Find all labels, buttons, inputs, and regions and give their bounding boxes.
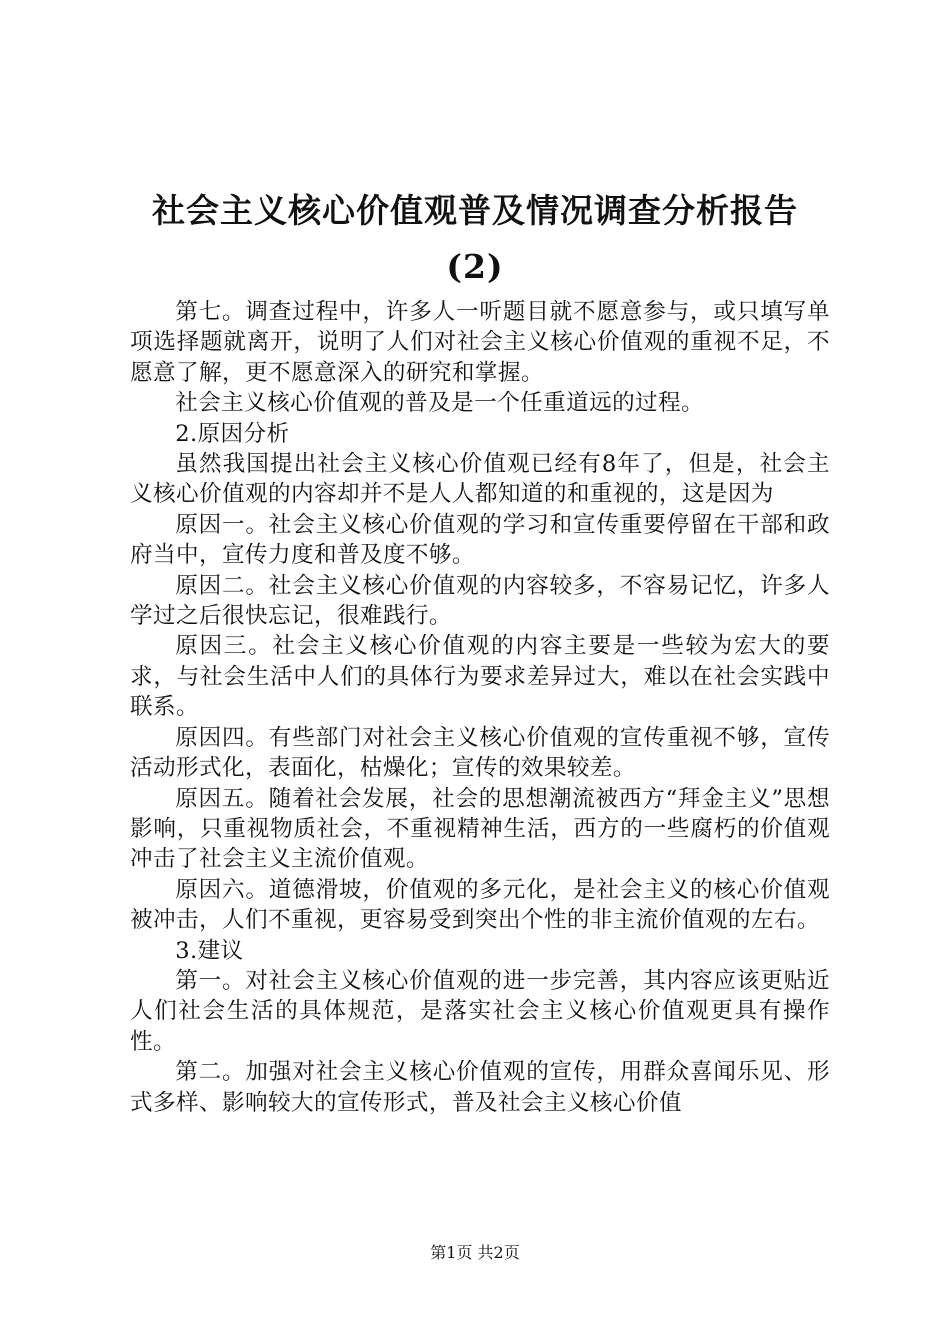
title-line-1: 社会主义核心价值观普及情况调查分析报告	[152, 191, 798, 230]
document-title	[60, 183, 890, 295]
paragraph: 原因六。道德滑坡，价值观的多元化，是社会主义的核心价值观被冲击，人们不重视，更容易受到突出个性的非主流价值观的左右。	[130, 876, 830, 934]
paragraph: 第一。对社会主义核心价值观的进一步完善，其内容应该更贴近人们社会生活的具体规范，是落实社会主义核心价值观更具有操作性。	[130, 967, 830, 1055]
section-heading: 3.建议	[175, 937, 244, 964]
paragraph: 原因四。有些部门对社会主义核心价值观的宣传重视不够，宣传活动形式化，表面化，枯燥化；宣传的效果较差。	[130, 724, 830, 782]
paragraph: 原因三。社会主义核心价值观的内容主要是一些较为宏大的要求，与社会生活中人们的具体行为要求差异过大，难以在社会实践中联系。	[130, 633, 830, 721]
paragraph: 第二。加强对社会主义核心价值观的宣传，用群众喜闻乐见、形式多样、影响较大的宣传形式，普及社会主义核心价值	[130, 1059, 830, 1116]
page-footer: 第1页 共2页	[430, 1243, 520, 1262]
section-heading: 2.原因分析	[175, 420, 290, 447]
paragraph: 原因一。社会主义核心价值观的学习和宣传重要停留在干部和政府当中，宣传力度和普及度不够。	[130, 511, 830, 569]
paragraph: 虽然我国提出社会主义核心价值观已经有8年了，但是，社会主义核心价值观的内容却并不是人人都知道的和重视的，这是因为	[130, 451, 830, 508]
paragraph: 第七。调查过程中，许多人一听题目就不愿意参与，或只填写单项选择题就离开，说明了人们对社会主义核心价值观的重视不足，不愿意了解，更不愿意深入的研究和掌握。	[130, 299, 830, 386]
paragraph: 社会主义核心价值观的普及是一个任重道远的过程。	[175, 390, 705, 417]
paragraph: 原因二。社会主义核心价值观的内容较多，不容易记忆，许多人学过之后很快忘记，很难践行。	[130, 572, 830, 630]
document-body	[130, 297, 830, 1118]
title-line-2: (2)	[446, 247, 504, 286]
paragraph: 原因五。随着社会发展，社会的思想潮流被西方“拜金主义”思想影响，只重视物质社会，不重视精神生活，西方的一些腐朽的价值观冲击了社会主义主流价值观。	[130, 785, 830, 873]
